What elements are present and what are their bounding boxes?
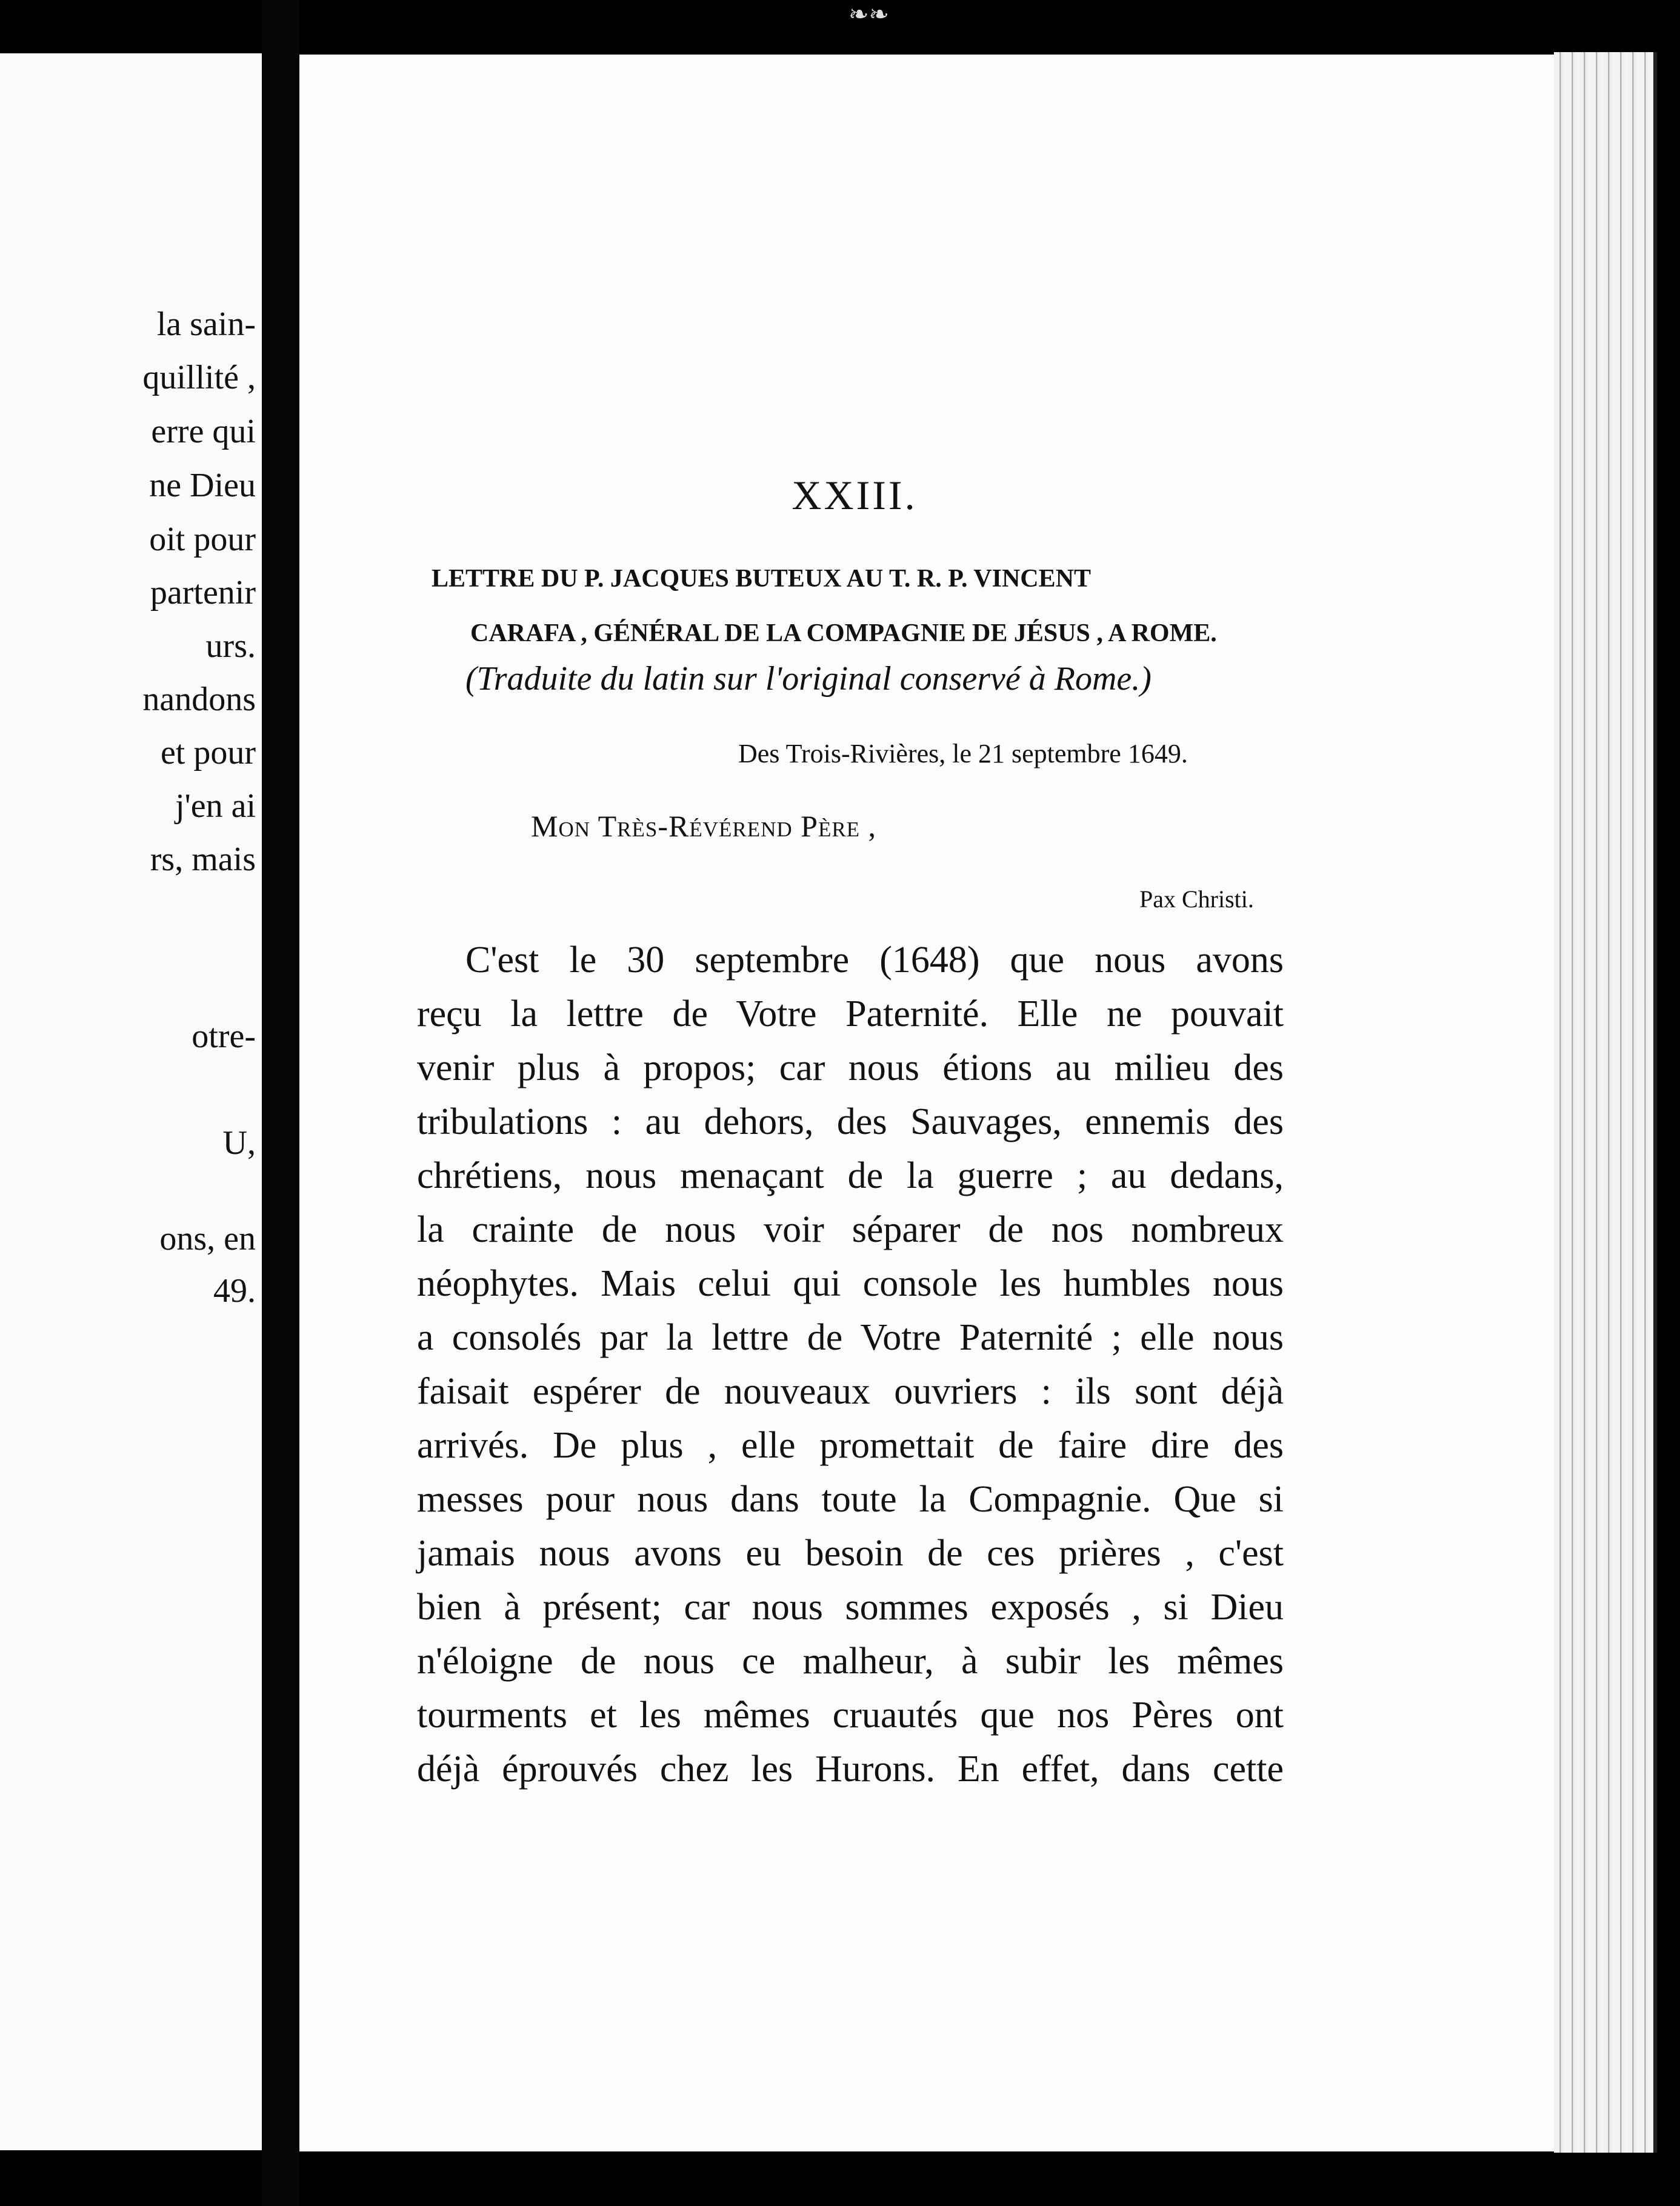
body-line: arrivés. De plus , elle promettait de faire dire des bbox=[417, 1425, 1284, 1466]
body-line: jamais nous avons eu besoin de ces prières , c'est bbox=[417, 1533, 1284, 1574]
section-number: XXIII. bbox=[792, 472, 918, 518]
body-line: déjà éprouvés chez les Hurons. En effet, dans cette bbox=[417, 1748, 1284, 1790]
body-line: C'est le 30 septembre (1648) que nous avons bbox=[465, 939, 1284, 981]
left-page-line: partenir bbox=[150, 574, 256, 611]
body-line: tourments et les mêmes cruautés que nos Pères ont bbox=[417, 1694, 1284, 1736]
letter-body bbox=[417, 933, 1284, 1796]
body-line: a consolés par la lettre de Votre Paternité ; elle nous bbox=[417, 1317, 1284, 1358]
page-edges bbox=[1554, 52, 1657, 2153]
pax-christi: Pax Christi. bbox=[1139, 885, 1254, 913]
dateline: Des Trois-Rivières, le 21 septembre 1649. bbox=[738, 739, 1188, 768]
body-line: bien à présent; car nous sommes exposés , si Dieu bbox=[417, 1587, 1284, 1628]
body-line: chrétiens, nous menaçant de la guerre ; au dedans, bbox=[417, 1155, 1284, 1196]
body-line: la crainte de nous voir séparer de nos nombreux bbox=[417, 1209, 1284, 1250]
salutation-text: Mon Très-Révérend Père , bbox=[531, 809, 877, 843]
left-page-line: erre qui bbox=[151, 413, 256, 450]
left-page-line: otre- bbox=[192, 1018, 256, 1055]
left-page-line: quillité , bbox=[142, 359, 256, 396]
left-page-line: rs, mais bbox=[150, 841, 256, 878]
left-page-line: U, bbox=[222, 1124, 256, 1162]
body-line: n'éloigne de nous ce malheur, à subir les mêmes bbox=[417, 1641, 1284, 1682]
body-line: reçu la lettre de Votre Paternité. Elle ne pouvait bbox=[417, 993, 1284, 1035]
left-page-line: j'en ai bbox=[175, 787, 256, 825]
body-line: venir plus à propos; car nous étions au milieu des bbox=[417, 1047, 1284, 1088]
letter-subtitle: (Traduite du latin sur l'original conservé à Rome.) bbox=[465, 660, 1152, 698]
left-page-line: 49. bbox=[213, 1272, 256, 1310]
body-line: messes pour nous dans toute la Compagnie. Que si bbox=[417, 1479, 1284, 1520]
left-page-line: urs. bbox=[205, 627, 256, 665]
body-line: tribulations : au dehors, des Sauvages, ennemis des bbox=[417, 1101, 1284, 1142]
left-page-fragment bbox=[0, 53, 262, 2150]
left-page-line: la sain- bbox=[156, 305, 256, 343]
body-line: faisait espérer de nouveaux ouvriers : ils sont déjà bbox=[417, 1371, 1284, 1412]
left-page-line: oit pour bbox=[149, 521, 256, 558]
book-gutter bbox=[262, 0, 299, 2206]
letter-title-line-2: CARAFA , GÉNÉRAL DE LA COMPAGNIE DE JÉSUS , A ROME. bbox=[470, 619, 1217, 647]
salutation bbox=[531, 808, 876, 844]
body-line: néophytes. Mais celui qui console les humbles nous bbox=[417, 1263, 1284, 1304]
left-page-line: nandons bbox=[142, 681, 256, 718]
left-page-line: ne Dieu bbox=[149, 467, 256, 504]
letter-title-line-1: LETTRE DU P. JACQUES BUTEUX AU T. R. P. VINCENT bbox=[432, 565, 1091, 593]
left-page-line: ons, en bbox=[159, 1220, 256, 1258]
printer-ornament: ❧❧ bbox=[848, 1, 890, 28]
left-page-line: et pour bbox=[160, 734, 256, 771]
